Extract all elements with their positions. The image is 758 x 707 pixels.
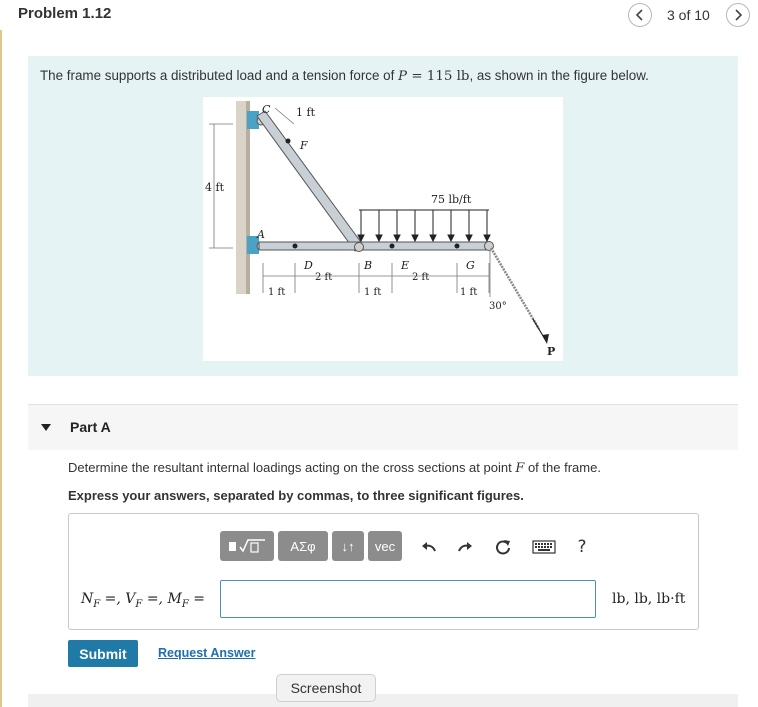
chevron-left-icon xyxy=(634,9,646,21)
collapse-caret-icon[interactable] xyxy=(41,424,51,431)
screenshot-button[interactable]: Screenshot xyxy=(276,674,376,702)
problem-statement xyxy=(28,56,738,376)
member-cb xyxy=(257,111,363,251)
templates-icon xyxy=(227,537,267,555)
arrows-button[interactable]: ↓↑ xyxy=(332,531,364,561)
frame-figure xyxy=(203,97,563,361)
symbols-button[interactable]: ΑΣφ xyxy=(278,531,328,561)
label-v: V xyxy=(125,591,136,607)
label-2ft-a: 2 ft xyxy=(315,272,333,283)
page-indicator: 3 of 10 xyxy=(667,7,710,23)
label-e: E xyxy=(401,259,410,272)
point-d xyxy=(293,244,298,249)
left-edge-accent xyxy=(0,30,2,707)
submit-button[interactable]: Submit xyxy=(68,640,138,667)
cable xyxy=(491,248,539,329)
wall-edge xyxy=(246,101,250,294)
templates-button[interactable] xyxy=(220,531,274,561)
problem-text-prefix: The frame supports a distributed load and a tension force of xyxy=(40,68,399,83)
answer-input[interactable] xyxy=(220,580,596,618)
sub-f-v: F xyxy=(135,598,143,610)
frame-diagram xyxy=(203,97,563,361)
label-c: C xyxy=(262,103,271,116)
problem-text-suffix: , as shown in the figure below. xyxy=(469,68,649,83)
answer-box xyxy=(68,513,699,630)
label-p: P xyxy=(547,345,556,358)
sub-f-n: F xyxy=(93,598,101,610)
instruction-text: Express your answers, separated by commas, to three significant figures. xyxy=(68,488,524,503)
answer-label: $N_F$ =, $V_F$ =, $M_F$ = xyxy=(81,591,205,610)
label-angle: 30° xyxy=(489,301,507,312)
label-g: G xyxy=(466,259,475,272)
label-1ft-top: 1 ft xyxy=(296,106,315,119)
var-f: F xyxy=(515,461,525,476)
label-m: M xyxy=(167,591,182,607)
var-p: P xyxy=(398,69,408,84)
question-suffix: of the frame. xyxy=(524,460,601,475)
label-2ft-b: 2 ft xyxy=(412,272,430,283)
keyboard-icon xyxy=(532,539,556,555)
next-problem-button[interactable] xyxy=(726,3,750,27)
load-arrows xyxy=(358,210,490,241)
question-text xyxy=(68,460,601,476)
reset-icon xyxy=(494,538,512,556)
label-4ft: 4 ft xyxy=(205,181,224,194)
undo-icon xyxy=(420,538,438,556)
question-prefix: Determine the resultant internal loadings acting on the cross sections at point xyxy=(68,460,516,475)
label-load: 75 lb/ft xyxy=(431,193,472,206)
label-1ft-a: 1 ft xyxy=(268,287,286,298)
vec-button[interactable]: vec xyxy=(368,531,402,561)
redo-icon xyxy=(456,538,474,556)
request-answer-link[interactable]: Request Answer xyxy=(158,646,256,660)
point-f xyxy=(286,139,291,144)
help-button[interactable]: ? xyxy=(577,537,587,557)
point-g xyxy=(455,244,460,249)
label-1ft-b: 1 ft xyxy=(364,287,382,298)
label-d: D xyxy=(304,259,313,272)
answer-units: lb, lb, lb·ft xyxy=(612,591,686,607)
force-p-head xyxy=(542,334,549,344)
label-f: F xyxy=(300,139,308,152)
tension-value: 115 lb xyxy=(426,69,470,84)
equals-sign: = xyxy=(407,69,427,84)
problem-title: Problem 1.12 xyxy=(18,5,112,22)
next-part-strip xyxy=(28,694,738,707)
point-e xyxy=(390,244,395,249)
pin-b xyxy=(355,243,364,252)
previous-problem-button[interactable] xyxy=(628,3,652,27)
undo-button[interactable] xyxy=(417,535,441,559)
problem-text xyxy=(40,68,649,84)
part-a-header[interactable] xyxy=(28,404,738,450)
header xyxy=(0,0,758,30)
redo-button[interactable] xyxy=(453,535,477,559)
reset-button[interactable] xyxy=(491,535,515,559)
dim-1ft-top xyxy=(275,108,294,124)
part-title: Part A xyxy=(70,419,111,435)
label-a: A xyxy=(257,228,265,241)
label-b: B xyxy=(364,259,373,272)
chevron-right-icon xyxy=(732,9,744,21)
keyboard-button[interactable] xyxy=(529,535,559,559)
label-1ft-c: 1 ft xyxy=(460,287,478,298)
label-n: N xyxy=(81,591,94,607)
sub-f-m: F xyxy=(181,598,189,610)
